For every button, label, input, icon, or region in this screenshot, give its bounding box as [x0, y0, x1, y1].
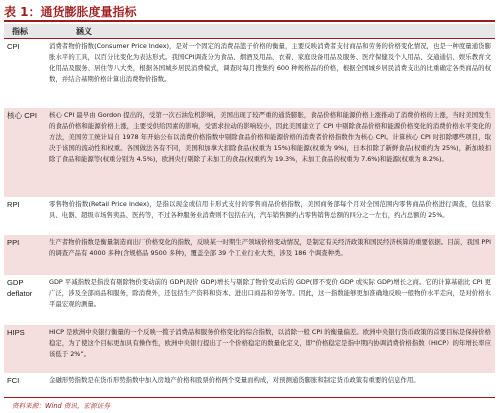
- table-row: [4, 275, 495, 325]
- row-term: GDP deflator: [7, 278, 33, 298]
- row-definition: HICP 是欧洲中央银行衡量的一个反映一揽子消费品和服务价格变化的综合指数，以消除一般 CPI 的衡量偏差。欧洲中央银行货币政策的首要目标是保持价格稳定，为了使这个目标更加具有操作性，欧洲中央银行提出了一个价格稳定的数量化定义，即“价格稳定是指中期内协调消费价格指数（HICP）的年增长率应该低于 2%”。: [49, 328, 491, 358]
- row-definition: 金融形势指数是在货币形势指数中加入房地产价格和股票价格两个变量而构成，对预测通货膨胀和制定货币政策有重要的信息作用。: [49, 376, 420, 384]
- table-row: [4, 325, 495, 373]
- row-definition: 零售物价指数(Retail Price Index)，是指以现金或信用卡形式支付的零售商品价格指数，美国商务部每个月对全国范围内零售商品价格进行调查，包括家具、电器、超级市场售卖品、医药等，不过各种服务业消费则不包括在内，汽车销售额约占零售销售总额的四分之一左右，约占总额的 25%。: [49, 200, 491, 219]
- source-note: 资料来源：Wind 资讯，宏源证券: [12, 402, 110, 410]
- table-row: [4, 373, 495, 397]
- row-term: PPI: [7, 238, 20, 247]
- row-definition: GDP 平减指数是指没有剔除物价变动前的 GDP(现价 GDP)增长与剔除了物价变动后的 GDP(即不变价 GDP 或实际 GDP)增长之商。它的计算基础比 CPI 更广泛，涉及全部商品和服务，除消费外，还包括生产资料和资本、进出口商品和劳务等。因此，这一指数能够更加准确地反映一般物价水平走向，是对价格水平最宏观的测量。: [49, 278, 491, 308]
- table-row: [4, 235, 495, 275]
- row-definition: 消费者物价指数(Consumer Price Index)，是对一个固定的消费品篮子价格的衡量，主要反映消费者支付商品和劳务的价格变化情况，也是一种度量通货膨胀水平的工具，以百分比变化为表达形式。我国CPI调查分为食品、烟酒及用品、衣着、家庭设备用品及服务、医疗保健及个人用品、交通通信、娱乐教育文化用品及服务、居住等八大类，根据各国城乡居民消费模式，调查时每月搜集约 600 种规格品的价格，根据全国城乡居民消费支出的比重确定各类商品的权数，并结合基期价格计算出消费物价指数。: [49, 42, 491, 83]
- table-header: [4, 24, 495, 38]
- title-rule: [4, 20, 495, 22]
- header-indicator: 指标: [12, 27, 28, 36]
- row-term: 核心 CPI: [7, 111, 37, 120]
- table-row: [4, 108, 495, 197]
- footer-rule: [4, 397, 495, 398]
- row-term: HIPS: [7, 328, 25, 337]
- table-row: [4, 197, 495, 235]
- row-definition: 核心 CPI 最早由 Gordon 提出的，受第一次石油危机影响，美国出现了较严重的通货膨胀，食品价格和能源价格上涨推动了消费价格的上涨，当时美国发生的食品价格和能源价格上涨，主要受供给因素的影响，受需求拉动的影响较小，因此美国建立了 CPI 中剔除食品价格和能源价格变化的消费价格水平变化的方法，美国劳工统计局自 1978 年开始公布以消费价格指数中剔除食品价格和能源价格的消费者价格指数作为核心 CPI。计算核心 CPI 时扣除哪些项目，取决于该国的流动性和权重。各国做法各有不同，美国和加拿大扣除食品(权重为 15%)和能源(权重为 9%)，日本扣除了新鲜食品(权重约为 25%)，新加坡扣除了食品和能源等(权重分别为 4.5%)，欧洲央行剔除了未加工的食品(权重约为 19.3%，未加工食品的权重为 7.6%)和能源(权重为 8.2%)。: [49, 111, 491, 163]
- row-term: FCI: [7, 376, 20, 385]
- row-definition: 生产者物价指数是衡量制造商出厂价格变化的指数，反映某一时期生产领域价格变动情况，是制定有关经济政策和国民经济核算的重要依据。目前，我国 PPI 的调查产品有 4000 多种(含规格品 9500 多种)，覆盖全部 39 个工业行业大类，涉及 186 个调查种类。: [49, 238, 491, 257]
- row-term: CPI: [7, 42, 20, 51]
- table-row: [4, 39, 495, 108]
- header-meaning: 涵义: [76, 27, 92, 36]
- row-term: RPI: [7, 200, 20, 209]
- table-title: 表 1：通货膨胀度量指标: [4, 5, 137, 19]
